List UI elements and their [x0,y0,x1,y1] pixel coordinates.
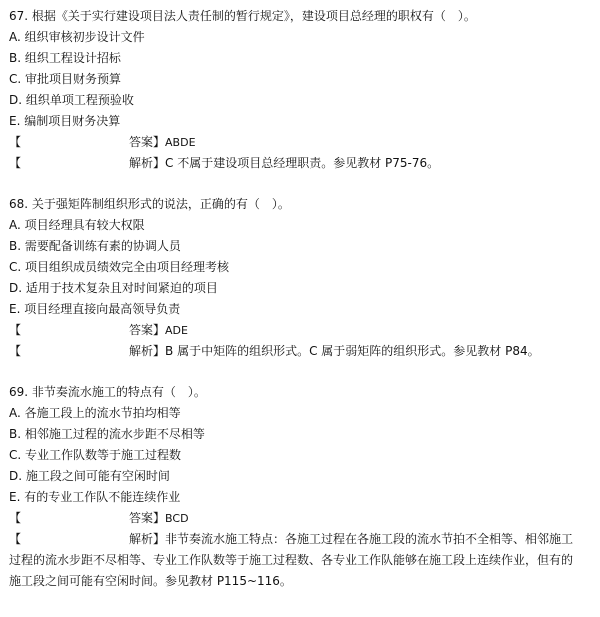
spacer [9,362,594,382]
option-e: E. 项目经理直接向最高领导负责 [9,302,181,316]
analysis-open-bracket: 【 [9,156,22,170]
analysis-label: 解析】 [129,532,166,546]
redaction-block [21,512,129,526]
analysis-line [9,153,594,174]
answer-label: 答案】 [129,323,166,337]
option-a: A. 组织审核初步设计文件 [9,30,145,44]
analysis-text: 非节奏流水施工特点：各施工过程在各施工段的流水节拍不全相等、相邻施工过程的流水步距不尽相等、专业工作队数等于施工过程数、各专业工作队能够在施工段上连续作业，但有的施工段之间可能有空闲时间。参见教材 P115~116。 [9,532,574,588]
question-67 [9,6,594,174]
redaction-block [21,324,129,338]
option-c: C. 专业工作队数等于施工过程数 [9,448,182,462]
redaction-block [21,136,129,150]
analysis-label: 解析】 [129,156,166,170]
analysis-label: 解析】 [129,344,166,358]
option-d: D. 组织单项工程预验收 [9,93,134,107]
answer-value: ABDE [165,136,196,149]
spacer [9,174,594,194]
analysis-line [9,529,581,592]
option-b: B. 相邻施工过程的流水步距不尽相等 [9,427,205,441]
answer-line [9,320,594,341]
option-b: B. 组织工程设计招标 [9,51,121,65]
option-a: A. 项目经理具有较大权限 [9,218,145,232]
answer-label: 答案】 [129,135,166,149]
answer-line [9,132,594,153]
option-e: E. 有的专业工作队不能连续作业 [9,490,181,504]
analysis-open-bracket: 【 [9,344,22,358]
exam-page [9,6,594,592]
redaction-block [21,345,129,359]
answer-value: BCD [165,512,189,525]
question-69 [9,382,594,592]
redaction-block [21,157,129,171]
question-68 [9,194,594,362]
option-b: B. 需要配备训练有素的协调人员 [9,239,181,253]
analysis-line [9,341,569,362]
answer-open-bracket: 【 [9,135,22,149]
analysis-text: B 属于中矩阵的组织形式。C 属于弱矩阵的组织形式。参见教材 P84。 [165,344,540,358]
option-d: D. 施工段之间可能有空闲时间 [9,469,170,483]
option-d: D. 适用于技术复杂且对时间紧迫的项目 [9,281,218,295]
option-c: C. 审批项目财务预算 [9,72,122,86]
question-stem: 67. 根据《关于实行建设项目法人责任制的暂行规定》，建设项目总经理的职权有（ ）。 [9,9,476,23]
option-c: C. 项目组织成员绩效完全由项目经理考核 [9,260,230,274]
answer-open-bracket: 【 [9,323,22,337]
question-stem: 69. 非节奏流水施工的特点有（ ）。 [9,385,206,399]
answer-open-bracket: 【 [9,511,22,525]
answer-label: 答案】 [129,511,166,525]
option-a: A. 各施工段上的流水节拍均相等 [9,406,181,420]
redaction-block [21,533,129,547]
analysis-text: C 不属于建设项目总经理职责。参见教材 P75-76。 [165,156,440,170]
question-stem: 68. 关于强矩阵制组织形式的说法，正确的有（ ）。 [9,197,290,211]
answer-line [9,508,594,529]
option-e: E. 编制项目财务决算 [9,114,121,128]
analysis-open-bracket: 【 [9,532,22,546]
answer-value: ADE [165,324,188,337]
